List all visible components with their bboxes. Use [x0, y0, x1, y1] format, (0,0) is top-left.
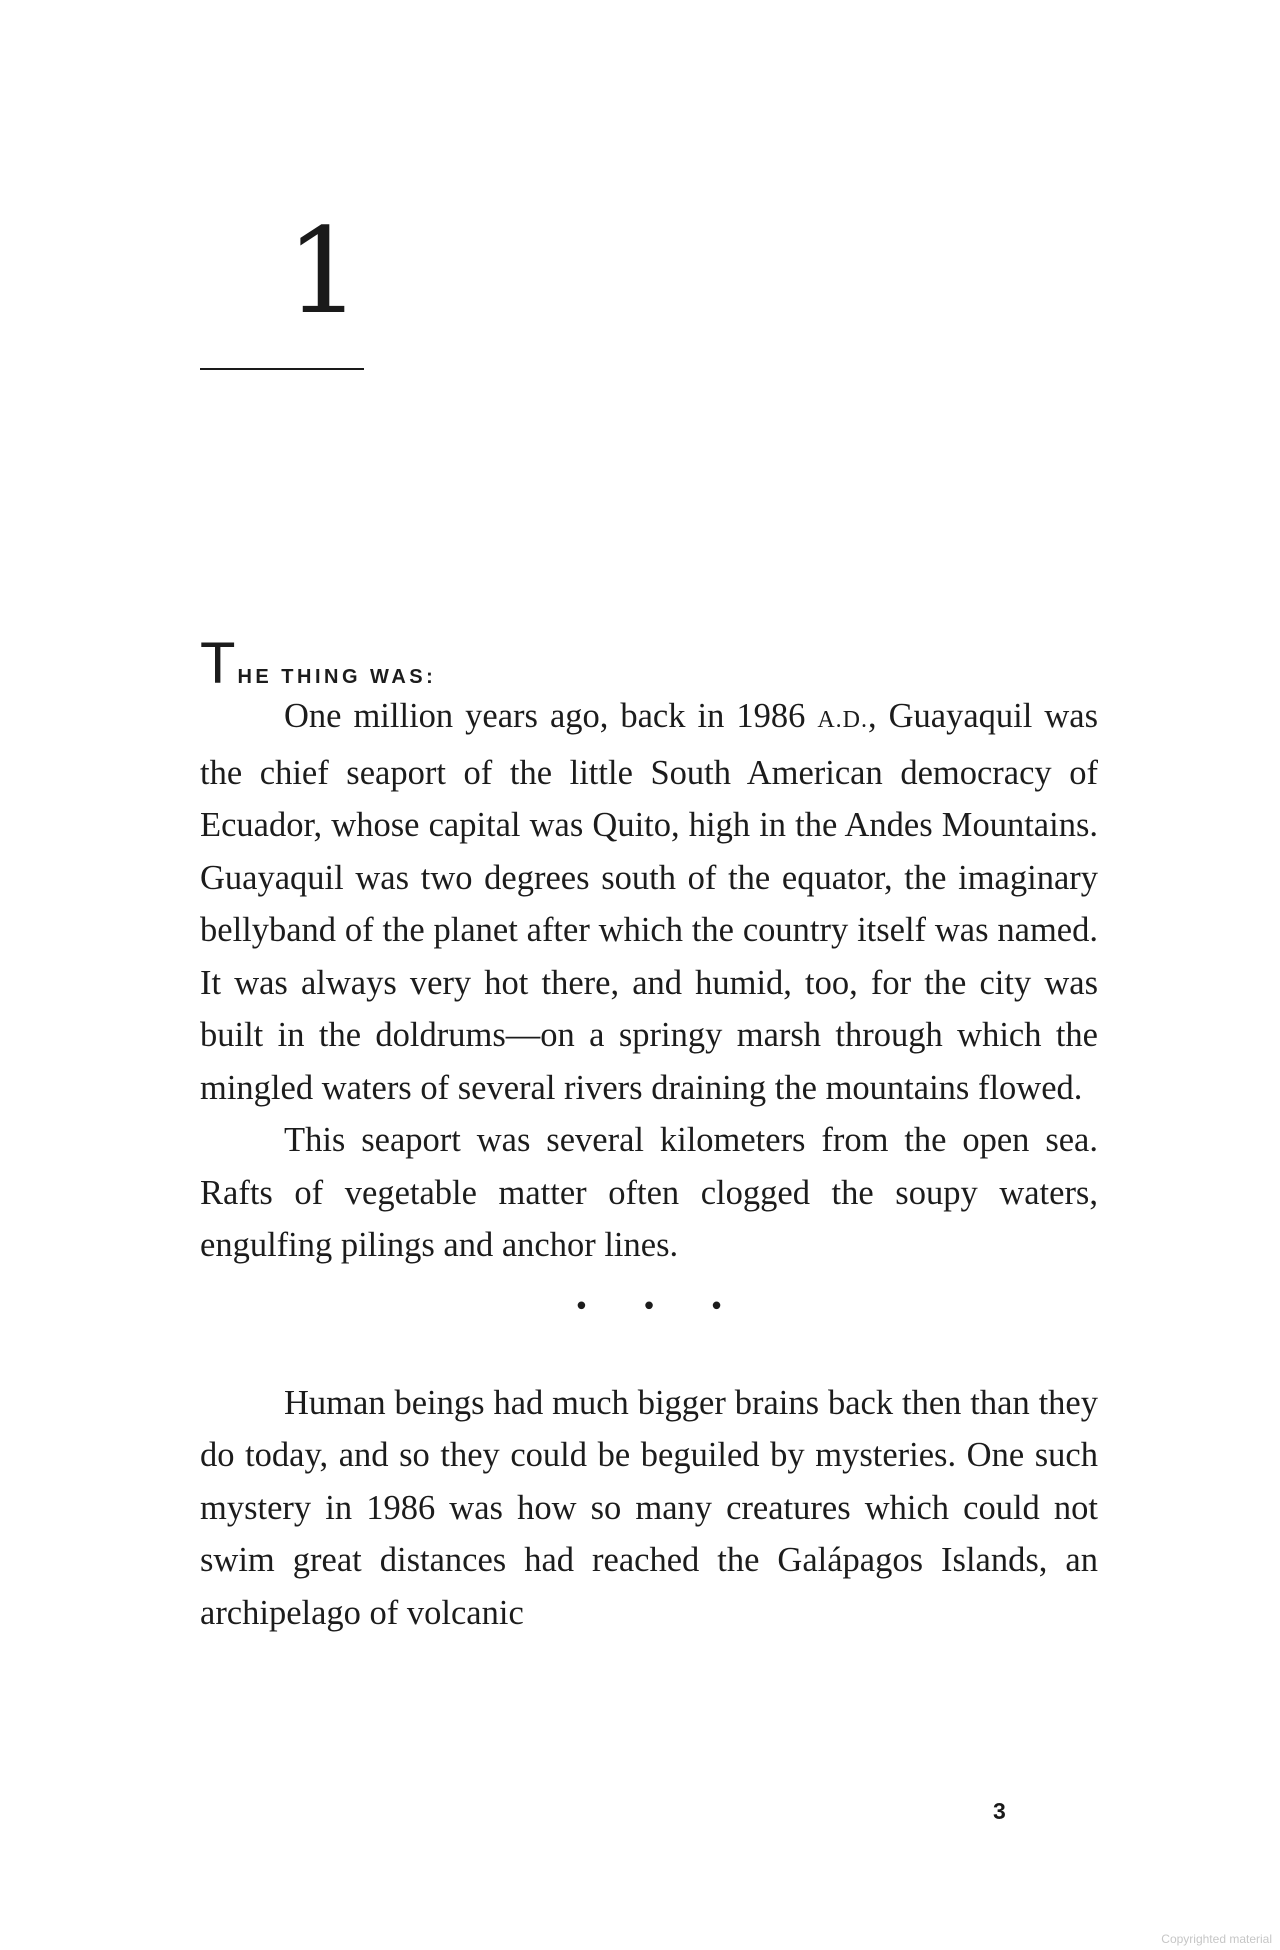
- era-abbreviation: A.D.: [817, 707, 869, 733]
- body-text: [200, 630, 1098, 1639]
- paragraph-1-text-a: One million years ago, back in 1986: [284, 697, 818, 735]
- page-number: 3: [993, 1798, 1006, 1824]
- drop-initial: T: [200, 631, 236, 696]
- chapter-opener: [200, 630, 1098, 696]
- paragraph-3: Human beings had much bigger brains back then than they do today, and so they could be beguiled by mysteries. One such mystery in 1986 was how so many creatures which could not swim great distances had reached the Galápagos Islands, an archipelago of volcanic: [200, 1383, 1098, 1632]
- paragraph-2: This seaport was several kilometers from the open sea. Rafts of vegetable matter often clogged the soupy waters, engulfing pilings and anchor lines.: [200, 1121, 1098, 1264]
- opener-small-caps: HE THING WAS:: [237, 666, 437, 688]
- chapter-number: 1: [286, 202, 358, 340]
- chapter-rule: [200, 368, 364, 370]
- section-break-ornament: • • •: [573, 1291, 747, 1322]
- paragraph-1: [200, 690, 1098, 1114]
- copyright-watermark: Copyrighted material: [1161, 1932, 1272, 1946]
- paragraph-1-text-b: , Guayaquil was the chief seaport of the little South American democracy of Ecuador, whose capital was Quito, high in the Andes Mountains. Guayaquil was two degrees south of the equator, the imaginary bellyband of the planet after which the country itself was named. It was always very hot there, and humid, too, for the city was built in the doldrums—on a springy marsh through which the mingled waters of several rivers draining the mountains flowed.: [200, 697, 1099, 1107]
